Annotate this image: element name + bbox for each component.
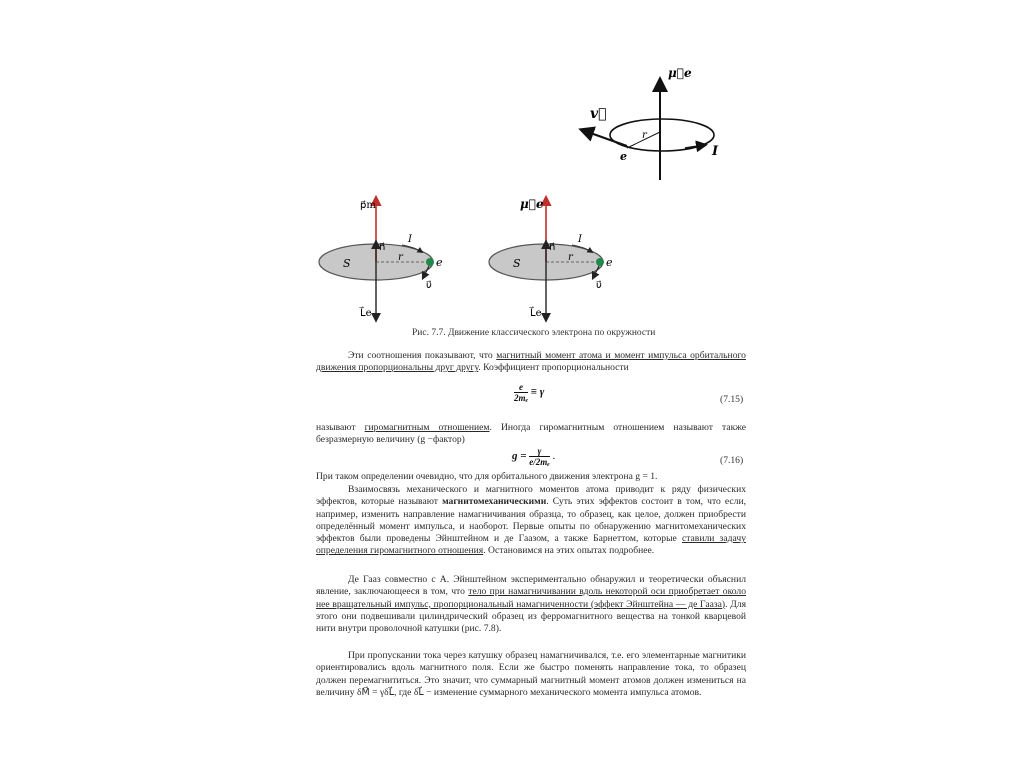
- para1-underlined: магнитный момент атома и момент импульса орбитального движения пропорциональны друг другу: [316, 350, 746, 374]
- p-label-left: p⃗m: [360, 200, 376, 211]
- mu-label-right: μ⃗e: [520, 197, 544, 211]
- e-label-right: e: [606, 256, 613, 269]
- s-label-left: S: [343, 257, 351, 270]
- i-label-top: I: [712, 144, 719, 159]
- eq1-numerator: e: [514, 382, 528, 393]
- para5-text-b: . Для этого они подвешивали цилиндрический образец из ферромагнитного вещества на тонкой кварцевой нити внутри проволочной катушки (рис. 7.8).: [316, 598, 746, 635]
- paragraph-4: [316, 484, 746, 558]
- para1-text-b: . Коэффициент пропорциональности: [478, 362, 629, 374]
- para2-underlined: гиромагнитным отношением: [364, 422, 490, 433]
- n-label-right: n⃗: [549, 242, 556, 253]
- mu-label-top: μ⃗e: [668, 66, 692, 80]
- n-label-left: n⃗: [379, 242, 386, 253]
- e-label-left: e: [436, 256, 443, 269]
- equation-7-15: [514, 382, 544, 403]
- para4-text-b: . Суть этих эффектов состоит в том, что если, например, изменить направление намагничивания образца, то образец, как целое, должен приобрести определённый момент импульса, и наоборот. Первые опыты по обнаружению магнитомеханических эффектов были проведены Эйнштейном и де Гаазом, а также Барнеттом, которые: [316, 496, 746, 545]
- paragraph-1: [316, 350, 746, 375]
- para3-text: При таком определении очевидно, что для орбитального движения электрона g = 1.: [316, 471, 658, 482]
- para2-text-b: . Иногда гиромагнитным отношением называют также безразмерную величину (g −фактор): [316, 422, 747, 446]
- para4-bold-term: магнитомеханическими: [442, 496, 547, 508]
- paragraph-2: [316, 422, 746, 447]
- s-label-right: S: [513, 257, 521, 270]
- v-label-left: υ⃗: [426, 280, 432, 291]
- equation-number-7-15: (7.15): [720, 394, 744, 405]
- para2-text-a: называют: [316, 422, 365, 433]
- l-label-right: L⃗e: [530, 308, 542, 319]
- r-label-top: r: [642, 130, 647, 141]
- eq2-lhs: g =: [512, 450, 527, 463]
- v-label-top: v⃗: [590, 106, 607, 122]
- r-label-left: r: [398, 252, 403, 263]
- eq2-denominator: e/2mₑ: [529, 457, 550, 467]
- paragraph-6: [316, 650, 746, 699]
- equation-7-16: [512, 446, 555, 467]
- r-label-right: r: [568, 252, 573, 263]
- i-label-right: I: [578, 234, 582, 245]
- figure-caption: Рис. 7.7. Движение классического электрона по окружности: [412, 328, 656, 338]
- paragraph-3: [316, 471, 746, 483]
- orbit-diagram-left: [310, 190, 450, 325]
- eq2-numerator: γ: [529, 446, 549, 457]
- para5-underlined: тело при намагничивании вдоль некоторой оси приобретает около нее вращательный импульс, пропорциональный намагниченности (эффект Эйнштейна — де Гааза): [316, 586, 746, 610]
- para1-text-a: Эти соотношения показывают, что: [348, 350, 497, 361]
- l-label-left: L⃗e: [360, 308, 372, 319]
- paragraph-5: [316, 574, 746, 635]
- i-label-left: I: [408, 234, 412, 245]
- e-label-top: e: [620, 150, 627, 163]
- para6-text: При пропускании тока через катушку образец намагничивался, т.е. его элементарные магнитики ориентировались вдоль магнитного поля. Если же быстро поменять направление тока, то образец должен перемагнититься. Это значит, что суммарный магнитный момент атомов должен измениться на величину δM⃗ = γδL⃗, где δL⃗ − изменение суммарного механического момента импульса атомов.: [316, 650, 746, 698]
- eq1-denominator: 2mₑ: [514, 393, 528, 403]
- eq1-rest: ≡ γ: [530, 386, 545, 399]
- para4-text-c: . Остановимся на этих опытах подробнее.: [483, 545, 655, 557]
- orbit-diagram-top: [570, 60, 740, 185]
- para4-text-a: Взаимосвязь механического и магнитного моментов атома приводит к ряду физических эффектов, которые называют: [316, 484, 746, 508]
- para5-text-a: Де Гааз совместно с А. Эйнштейном экспериментально обнаружил и теоретически объяснил явление, заключающееся в том, что: [316, 574, 746, 598]
- equation-number-7-16: (7.16): [720, 455, 744, 466]
- orbit-diagram-right: [480, 190, 620, 325]
- para4-underlined: ставили задачу определения гиромагнитного отношения: [316, 533, 746, 557]
- v-label-right: υ⃗: [596, 280, 602, 291]
- eq2-rest: .: [552, 450, 556, 463]
